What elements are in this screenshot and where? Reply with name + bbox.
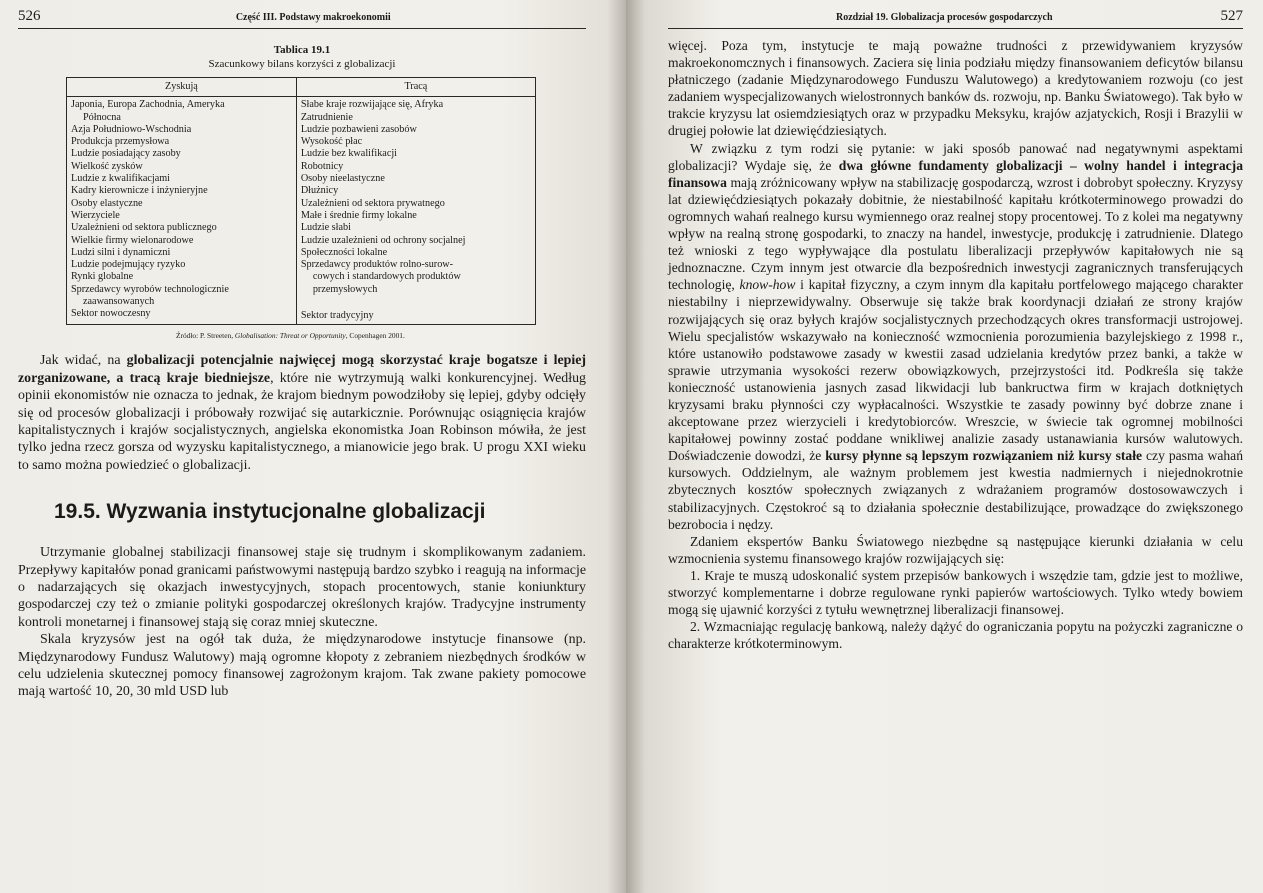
loss-item: cowych i standardowych produktów [312,271,461,283]
loss-item: Słabe kraje rozwijające się, Afryka [300,99,444,111]
table-source [176,331,586,340]
text-run: czy pasma wahań kursowych. Oddzielnym, ale ważnym problemem jest kwestia nadmiernych i niejednokrotnie zbytecznych kosztów społecznych związanych z wdrażaniem programów dostosowawczych i stabilizacyjnych. Częstokroć są to działania społecznie destabilizujące, prowadzące do zwiększonego bezrobocia i nędzy. [668,448,1244,532]
running-title: Rozdział 19. Globalizacja procesów gospodarczych [835,12,1053,23]
gain-item: Rynki globalne [71,271,134,283]
loss-item: Ludzie pozbawieni zasobów [300,123,417,135]
paragraph [18,352,586,474]
gain-item: Kadry kierownicze i inżynieryjne [71,185,208,197]
text-run: , które nie wytrzymują walki konkurencyjnej. Według opinii ekonomistów nie oznacza to jednak, że krajom biednym powodziłoby się lepiej, gdyby odcięły się od procesów globalizacji i próbowały rozwijać się autarkicznie. Porównując osiągnięcia krajów kapitalistycznych i krajów socjalistycznych, angielska ekonomistka Joan Robinson mówiła, że jest tylko jedna rzecz gorsza od wyzysku kapitalistycznego, a mianowicie jego brak. U progu XXI wieku to samo można powiedzieć o globalizacji. [18,370,586,473]
loss-item: Ludzie bez kwalifikacji [300,148,397,160]
gain-item: Sektor nowoczesny [71,308,151,320]
loss-item: Dłużnicy [300,185,339,197]
bold-text: dwa główne fundamenty globalizacji – wolny handel i integracja finansowa [668,157,1243,190]
page-number: 526 [18,8,41,24]
left-page [0,0,626,893]
source-title: Globalisation: Threat or Opportunity [234,331,346,341]
loss-item: Robotnicy [300,160,344,172]
gain-item: Osoby elastyczne [71,197,143,209]
running-head [18,8,586,29]
gain-item: Sprzedawcy wyrobów technologicznie [71,283,229,295]
italic-text: know-how [739,277,796,293]
gain-item: Uzależnieni od sektora publicznego [71,222,217,234]
gain-item: Wielkość zysków [71,160,143,172]
gain-item: zaawansowanych [83,296,155,308]
gain-item: Wielkie firmy wielonarodowe [71,234,194,246]
text-run: W związku z tym rodzi się pytanie: w jaki sposób panować nad negatywnymi aspektami globalizacji? Wydaje się, że [668,140,1243,173]
running-head [668,8,1243,29]
loss-item: Sprzedawcy produktów rolno-surow- [300,259,454,271]
section-heading: 19.5. Wyzwania instytucjonalne globalizacji [54,500,486,524]
loss-list [296,97,535,325]
loss-item: Ludzie słabi [300,222,351,234]
paragraph [668,140,1243,533]
paragraph: Skala kryzysów jest na ogół tak duża, że międzynarodowe instytucje finansowe (np. Międzynarodowy Fundusz Walutowy) mają ogromne kłopoty z zebraniem niezbędnych środków w celu udzielenia skutecznej pomocy finansowej zagrożonym krajom. Tak zwane pakiety pomocowe mają wartość 10, 20, 30 mld USD lub [18,632,586,700]
gain-item: Ludzie posiadający zasoby [71,148,181,160]
loss-item: Sektor tradycyjny [300,310,374,322]
paragraph: więcej. Poza tym, instytucje te mają poważne trudności z przewidywaniem kryzysów makroekonomcznych i finansowych. Zaciera się linia podziału między finansowaniem deficytów bilansu płatniczego (zadanie Międzynarodowego Funduszu Walutowego) a kredytowaniem rozwoju (co jest zadaniem wyspecjalizowanych wielostronnych banków ds. rozwoju, np. Banku Światowego). Tak było w trakcie kryzysu lat osiemdziesiątych oraz w przypadku Meksyku, krajów azjatyckich, Rosji i Brazylii w drugiej połowie lat dziewięćdziesiątych. [668,38,1243,139]
gain-item: Japonia, Europa Zachodnia, Ameryka [71,99,225,111]
text-run: mają zróżnicowany wpływ na stabilizację gospodarczą, wzrost i dobrobyt społeczny. Kryzysy lat dziewięćdziesiątych pokazały dobitnie, że niestabilność kapitału krótkoterminowego prowadzi do ogromnych wahań realnego kursu wymiennego oraz realnej stopy procentowej. To z kolei ma negatywny wpływ na realną stronę gospodarki, to znaczy na handel, inwestycje, produkcję i zatrudnienie. Dlatego też wnioski z tego wypływające dla postulatu liberalizacji przepływów kapitałowych nie są jednoznaczne. Czym innym jest otwarcie dla bezpośrednich inwestycji zagranicznych transferujących technologię, [668,174,1243,293]
list-item: 2. Wzmacniając regulację bankową, należy dążyć do ograniczania popytu na pożyczki zagraniczne o charakterze krótkoterminowym. [668,619,1243,652]
gain-item: Ludzie podejmujący ryzyko [71,259,186,271]
right-page [626,0,1263,893]
table-caption [18,43,586,71]
paragraph: Zdaniem ekspertów Banku Światowego niezbędne są następujące kierunki działania w celu wzmocnienia systemu finansowego krajów rozwijających się: [668,533,1243,566]
bold-text: globalizacji potencjalnie najwięcej mogą skorzystać kraje bogatsze i lepiej zorganizowane, a tracą kraje biedniejsze [18,353,587,386]
loss-item: Osoby nieelastyczne [300,173,385,185]
loss-item: Małe i średnie firmy lokalne [300,209,417,221]
loss-item: Uzależnieni od sektora prywatnego [300,197,445,209]
gain-list [67,97,297,325]
text-run: Jak widać, na [40,353,127,369]
table-title: Szacunkowy bilans korzyści z globalizacji [208,58,396,70]
gain-item: Ludzi silni i dynamiczni [71,246,171,258]
gain-item: Północna [83,111,121,123]
source-suffix: , Copenhagen 2001. [345,331,405,341]
gain-item: Ludzie z kwalifikacjami [71,173,170,185]
column-header-loss: Tracą [296,78,535,97]
gain-item: Azja Południowo-Wschodnia [71,123,192,135]
loss-item: przemysłowych [312,283,378,295]
loss-item: Społeczności lokalne [300,246,388,258]
loss-item: Ludzie uzależnieni od ochrony socjalnej [300,234,466,246]
gain-item: Wierzyciele [71,209,120,221]
text-run: i kapitał fizyczny, a czym innym dla kapitału portfelowego mającego charakter niestabilny i nieprzewidywalny. Obserwuje się także brak koordynacji działań ze strony krajów rozwijających się oraz byłych krajów socjalistycznych przechodzących okres transformacji ustrojowej. Wielu specjalistów wskazywało na konieczność wzmocnienia porozumienia bazylejskiego z 1998 r., które ustanowiło podstawowe zasady w kwestii zasad udzielania kredytów przez banki, a także w sprawie utrzymania wysokości rezerw obowiązkowych, przejrzystości itd. Podkreśla się także konieczność ustanowienia jasnych zasad likwidacji lub bankructwa firm w krajach dotkniętych kryzysami braku płynności czy wypłacalności. Wszystkie te zasady powinny być dobrze znane i akceptowane przez wierzycieli i kredytobiorców. Wreszcie, w świecie tak ogromnej mobilności kapitałowej powinny zostać poddane wnikliwej analizie zasady ustanawiania kursów walutowych. Doświadczenie dowodzi, że [668,277,1243,464]
loss-item: Zatrudnienie [300,111,353,123]
page-body [668,37,1243,652]
paragraph: Utrzymanie globalnej stabilizacji finansowej staje się trudnym i skomplikowanym zadaniem. Przepływy kapitałów ponad granicami państwowymi następują bardzo szybko i reagują na informacje o nadarzających się okazjach inwestycyjnych, stopach procentowych, stanie koniunktury gospodarczej czy też o zmianie polityki gospodarczej określonych krajów. Tradycyjne instrumenty kontroli monetarnej i finansowej stają się coraz mniej skuteczne. [18,545,586,630]
loss-item: Wysokość płac [300,136,363,148]
gain-item: Produkcja przemysłowa [71,136,170,148]
source-prefix: Źródło: P. Streeten, [176,331,235,341]
page-number: 527 [1220,8,1243,24]
list-item: 1. Kraje te muszą udoskonalić system przepisów bankowych i wszędzie tam, gdzie jest to możliwe, stworzyć komplementarne i dobrze regulowane rynki papierów wartościowych. Tylko wtedy bowiem mogą się ujawnić korzyści z tytułu wewnętrznej liberalizacji finansowej. [668,567,1243,618]
gains-losses-table [66,77,536,325]
column-header-gain: Zyskują [67,78,297,97]
table-number: Tablica 19.1 [273,44,331,56]
bold-text: kursy płynne są lepszym rozwiązaniem niż kursy stałe [825,448,1143,464]
running-title: Część III. Podstawy makroekonomii [235,12,391,23]
